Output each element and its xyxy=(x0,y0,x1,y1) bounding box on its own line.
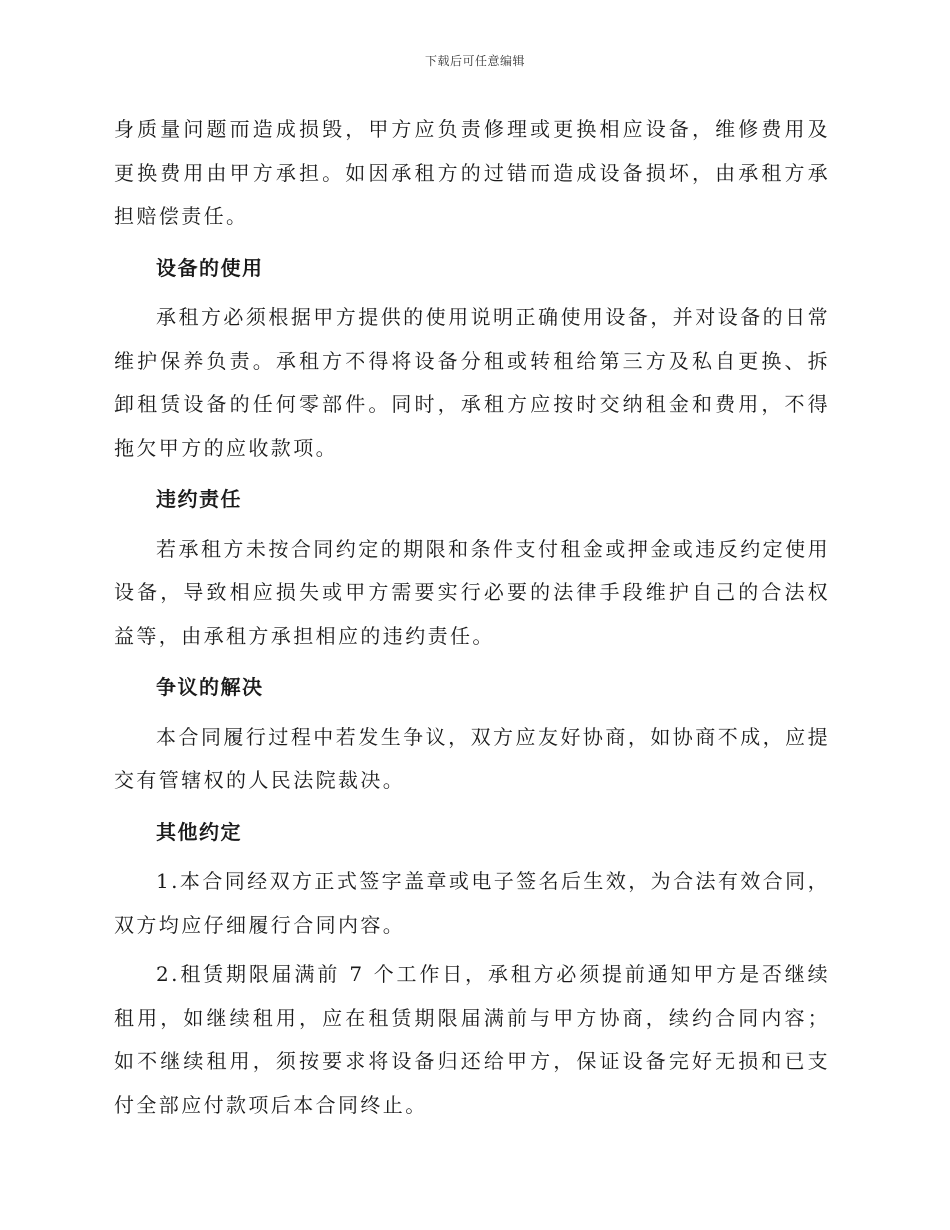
other-terms-item-2: 2.租赁期限届满前 7 个工作日，承租方必须提前通知甲方是否继续租用，如继续租用，应在租赁期限届满前与甲方协商，续约合同内容；如不继续租用，须按要求将设备归还给甲方，保证设备完好无损和已支付全部应付款项后本合同终止。 xyxy=(114,962,830,1117)
page-header: 下载后可任意编辑 xyxy=(424,54,525,68)
section-heading-dispute-resolution: 争议的解决 xyxy=(156,675,264,699)
intro-paragraph: 身质量问题而造成损毁，甲方应负责修理或更换相应设备，维修费用及更换费用由甲方承担。如因承租方的过错而造成设备损坏，由承租方承担赔偿责任。 xyxy=(114,117,830,228)
document-body xyxy=(114,108,830,1127)
section-paragraph-breach-liability: 若承租方未按合同约定的期限和条件支付租金或押金或违反约定使用设备，导致相应损失或甲方需要实行必要的法律手段维护自己的合法权益等，由承租方承担相应的违约责任。 xyxy=(114,536,830,648)
section-paragraph-dispute-resolution: 本合同履行过程中若发生争议，双方应友好协商，如协商不成，应提交有管辖权的人民法院裁决。 xyxy=(114,724,830,792)
section-paragraph-equipment-use: 承租方必须根据甲方提供的使用说明正确使用设备，并对设备的日常维护保养负责。承租方不得将设备分租或转租给第三方及私自更换、拆卸租赁设备的任何零部件。同时，承租方应按时交纳租金和费用，不得拖欠甲方的应收款项。 xyxy=(114,305,830,460)
other-terms-item-1: 1.本合同经双方正式签字盖章或电子签名后生效，为合法有效合同，双方均应仔细履行合同内容。 xyxy=(114,869,830,937)
section-heading-equipment-use: 设备的使用 xyxy=(156,255,264,280)
section-heading-breach-liability: 违约责任 xyxy=(156,487,242,511)
section-heading-other-terms: 其他约定 xyxy=(156,819,242,844)
